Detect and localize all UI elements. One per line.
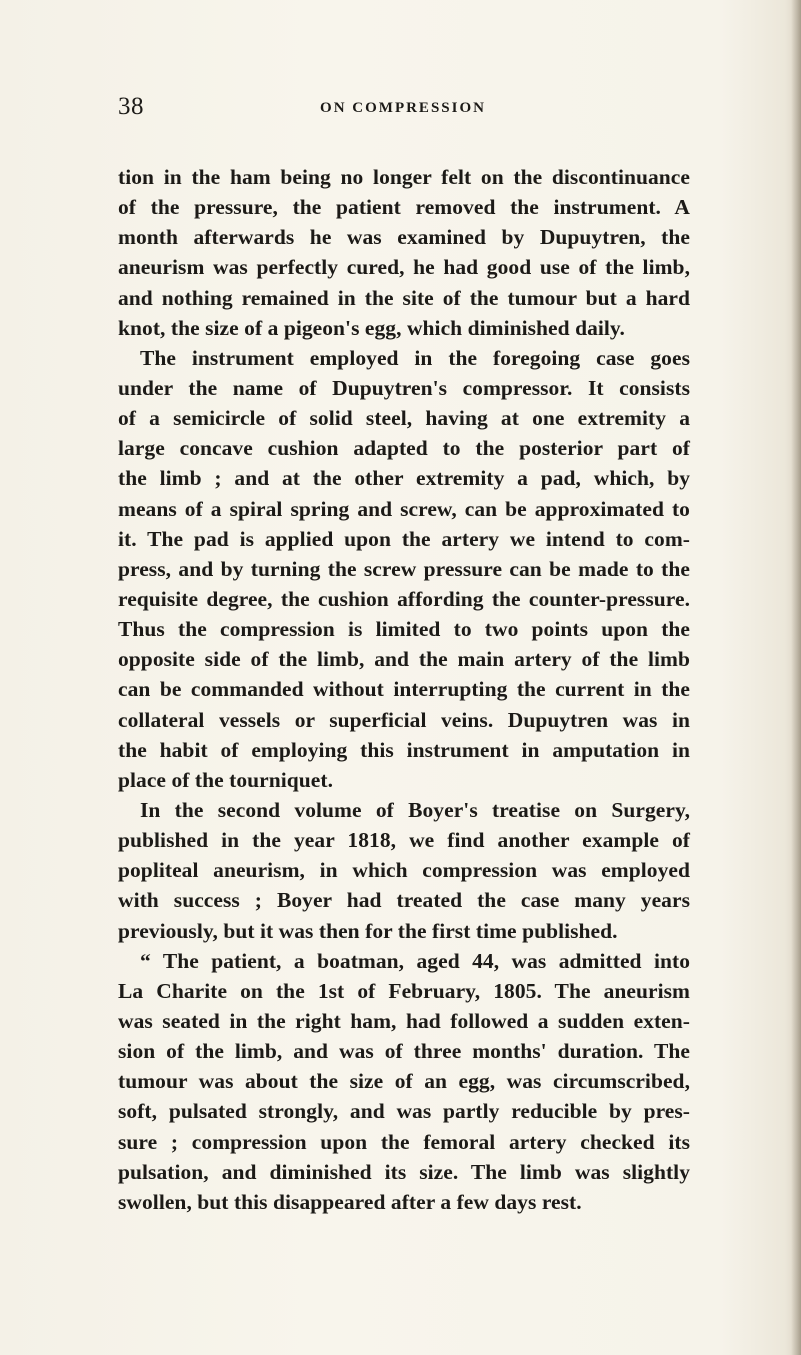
text-line: aneurism was perfectly cured, he had good use of the limb, bbox=[118, 255, 690, 280]
text-line: large concave cushion adapted to the posterior part of bbox=[118, 436, 690, 461]
text-line: previously, but it was then for the first time published. bbox=[118, 918, 618, 943]
text-line: published in the year 1818, we find another example of bbox=[118, 828, 690, 853]
text-line: place of the tourniquet. bbox=[118, 767, 333, 792]
text-line: press, and by turning the screw pressure can be made to the bbox=[118, 556, 690, 581]
text-line: Thus the compression is limited to two points upon the bbox=[118, 617, 690, 642]
text-line: In the second volume of Boyer's treatise on Surgery, bbox=[140, 797, 690, 822]
text-line: “ The patient, a boatman, aged 44, was admitted into bbox=[140, 948, 690, 973]
text-line: requisite degree, the cushion affording the counter-pressure. bbox=[118, 586, 690, 611]
text-line: month afterwards he was examined by Dupuytren, the bbox=[118, 225, 690, 250]
text-line: can be commanded without interrupting the current in the bbox=[118, 677, 690, 702]
text-line: and nothing remained in the site of the tumour but a hard bbox=[118, 285, 690, 310]
text-line: pulsation, and diminished its size. The limb was slightly bbox=[118, 1159, 690, 1184]
text-line: collateral vessels or superficial veins. Dupuytren was in bbox=[118, 707, 690, 732]
text-line: The instrument employed in the foregoing case goes bbox=[140, 345, 690, 370]
text-line: was seated in the right ham, had followed a sudden exten- bbox=[118, 1008, 690, 1033]
text-line: of a semicircle of solid steel, having at one extremity a bbox=[118, 406, 690, 431]
text-line: La Charite on the 1st of February, 1805. The aneurism bbox=[118, 978, 690, 1003]
text-line: opposite side of the limb, and the main artery of the limb bbox=[118, 647, 690, 672]
text-line: sure ; compression upon the femoral artery checked its bbox=[118, 1129, 690, 1154]
text-line: popliteal aneurism, in which compression was employed bbox=[118, 858, 690, 883]
text-line: the limb ; and at the other extremity a pad, which, by bbox=[118, 466, 690, 491]
text-line: soft, pulsated strongly, and was partly reducible by pres- bbox=[118, 1099, 690, 1124]
text-line: tumour was about the size of an egg, was circumscribed, bbox=[118, 1069, 690, 1094]
text-line: swollen, but this disappeared after a few days rest. bbox=[118, 1189, 582, 1214]
text-line: under the name of Dupuytren's compressor. It consists bbox=[118, 375, 690, 400]
text-line: means of a spiral spring and screw, can be approximated to bbox=[118, 496, 690, 521]
running-head: ON COMPRESSION bbox=[320, 100, 486, 116]
text-line: sion of the limb, and was of three months' duration. The bbox=[118, 1039, 690, 1064]
text-line: of the pressure, the patient removed the instrument. A bbox=[118, 195, 690, 220]
page-edge-shadow bbox=[791, 0, 801, 1355]
page-header bbox=[118, 93, 688, 127]
text-line: knot, the size of a pigeon's egg, which diminished daily. bbox=[118, 315, 625, 340]
text-line: with success ; Boyer had treated the case many years bbox=[118, 888, 690, 913]
body-text bbox=[118, 162, 690, 1217]
text-line: it. The pad is applied upon the artery we intend to com- bbox=[118, 526, 690, 551]
page-number: 38 bbox=[118, 93, 144, 120]
text-line: tion in the ham being no longer felt on the discontinuance bbox=[118, 165, 690, 189]
text-line: the habit of employing this instrument in amputation in bbox=[118, 737, 690, 762]
